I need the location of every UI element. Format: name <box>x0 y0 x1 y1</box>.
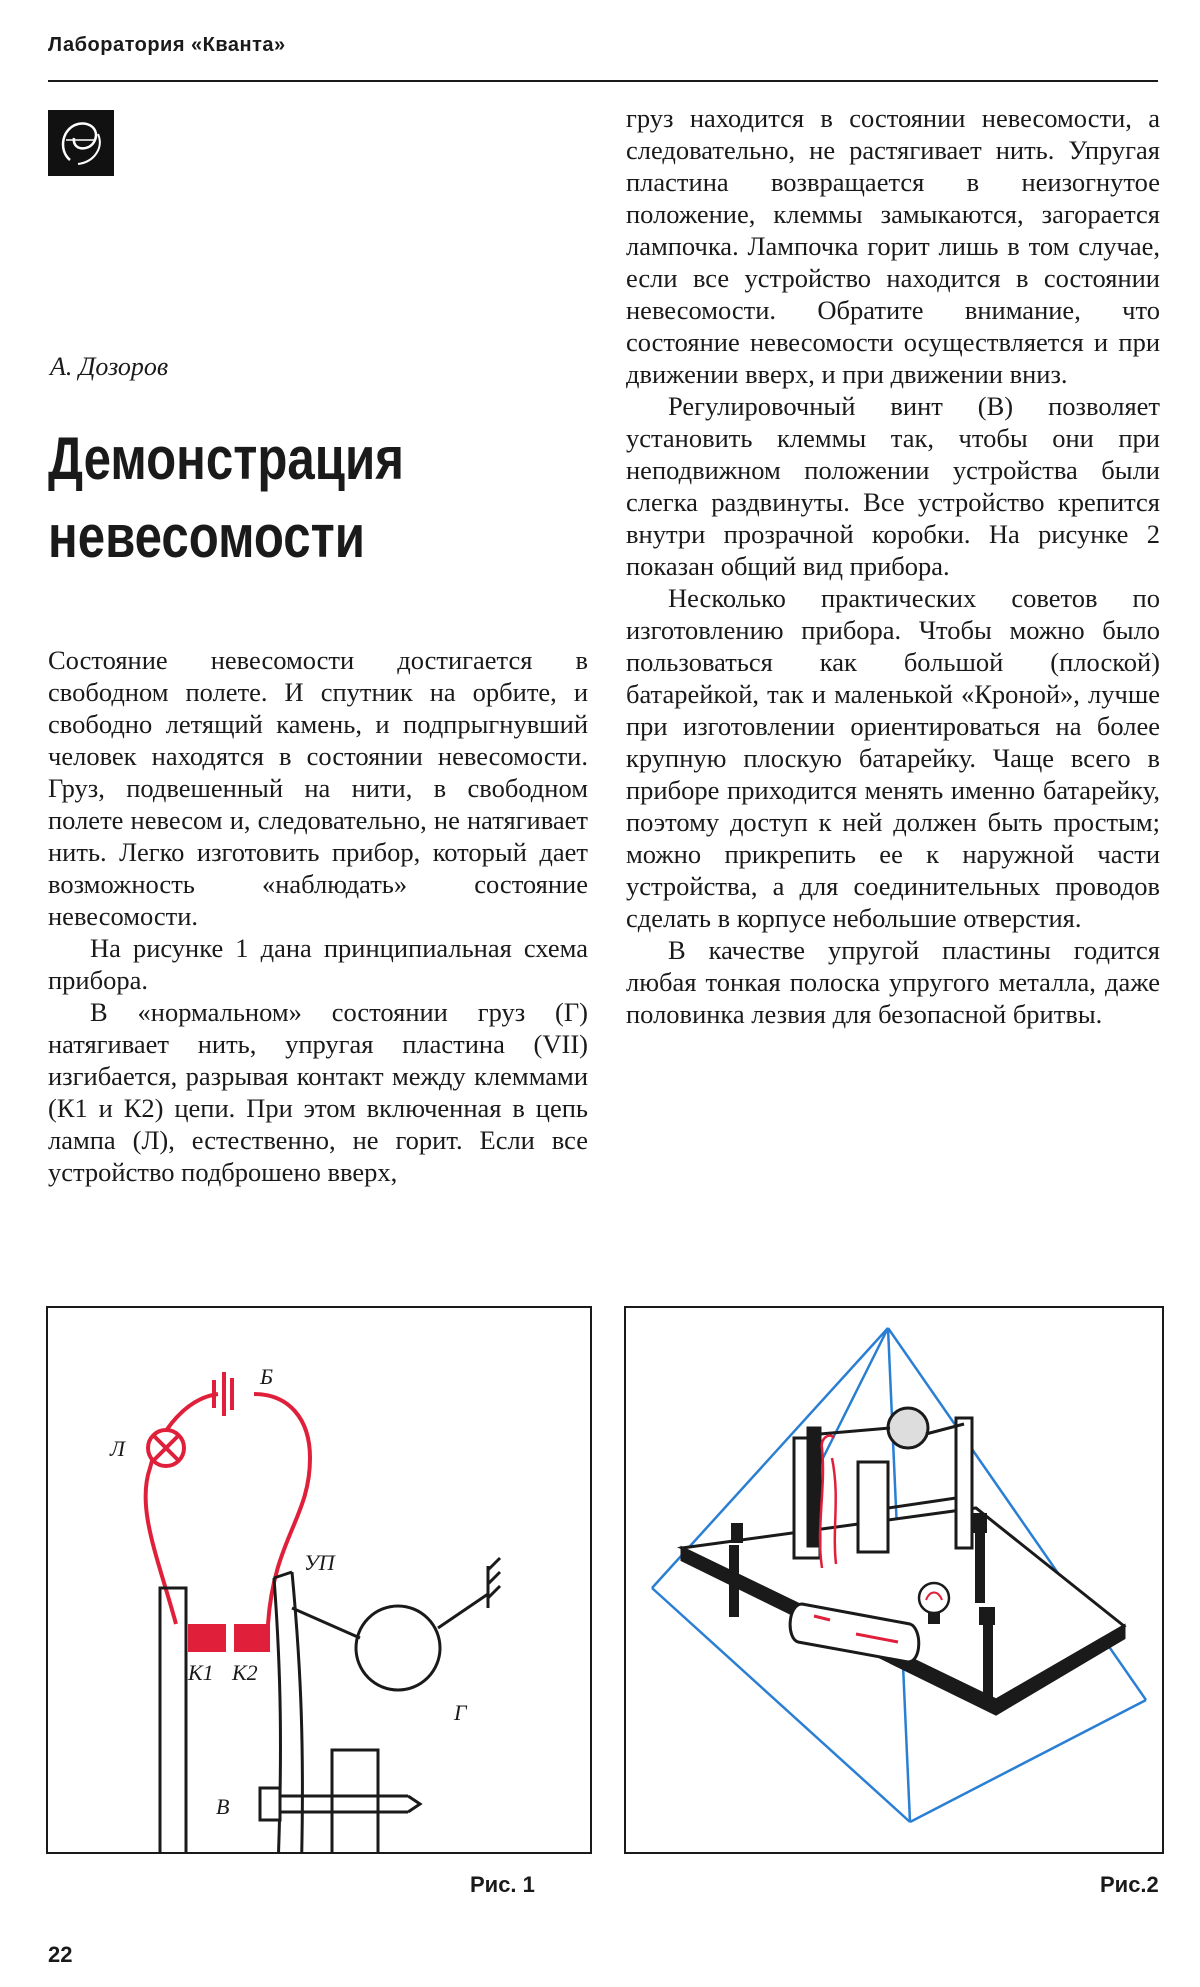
label-screw: В <box>216 1794 230 1819</box>
label-weight: Г <box>454 1700 467 1725</box>
label-clamp-2: К2 <box>232 1660 258 1685</box>
adjusting-screw <box>260 1788 420 1820</box>
label-spring-plate: УП <box>304 1550 335 1575</box>
paragraph: Регулировочный винт (В) позволяет установить клеммы так, чтобы они при неподвижном положении устройства были слегка раздвинуты. Все устройство крепится внутри прозрачной коробки. На рисунке 2 показан общий вид прибора. <box>626 391 1160 581</box>
label-lamp: Л <box>110 1436 125 1461</box>
clamp-k2 <box>234 1624 270 1652</box>
lamp-icon <box>148 1430 184 1466</box>
figure-2-caption: Рис.2 <box>1100 1872 1159 1897</box>
device-frame <box>120 1572 548 1852</box>
label-clamp-1: К1 <box>188 1660 214 1685</box>
right-column <box>626 102 1160 1030</box>
title-line-2: невесомости <box>48 503 366 570</box>
weight-and-thread <box>292 1558 500 1690</box>
figure-1-caption: Рис. 1 <box>470 1872 535 1897</box>
figure-1-schematic <box>46 1306 592 1854</box>
clamp-k1 <box>188 1624 226 1652</box>
paragraph: На рисунке 1 дана принципиальная схема прибора. <box>48 933 588 995</box>
paragraph: Несколько практических советов по изготовлению прибора. Чтобы можно было пользоваться как большой (плоской) батарейкой, так и маленькой «Кроной», лучше при изготовлении ориентироваться на более крупную плоскую батарейку. Чаще всего в приборе приходится менять именно батарейку, поэтому доступ к ней должен быть простым; можно прикрепить ее к наружной части устройства, а для соединительных проводов сделать в корпусе небольшие отверстия. <box>626 583 1160 933</box>
paragraph: груз находится в состоянии невесомости, а следовательно, не растягивает нить. Упругая пластина возвращается в неизогнутое положение, клеммы замыкаются, загорается лампочка. Лампочка горит лишь в том случае, если все устройство находится в состоянии невесомости. Обратите внимание, что состояние невесомости осуществляется и при движении вверх, и при движении вниз. <box>626 103 1160 389</box>
article-title <box>48 420 491 576</box>
page-number: 22 <box>48 1942 73 1967</box>
paragraph: В качестве упругой пластины годится любая тонкая полоска упругого металла, даже половинка лезвия для безопасной бритвы. <box>626 935 1160 1029</box>
figure-2-device-view <box>624 1306 1164 1854</box>
paragraph: Состояние невесомости достигается в свободном полете. И спутник на орбите, и свободно летящий камень, и подпрыгнувший человек находятся в состоянии невесомости. Груз, подвешенный на нити, в свободном полете невесом и, следовательно, не натягивает нить. Легко изготовить прибор, который дает возможность «наблюдать» состояние невесомости. <box>48 645 588 931</box>
article-author: А. Дозоров <box>50 352 169 381</box>
section-logo-icon <box>48 110 114 176</box>
left-column <box>48 644 588 1188</box>
title-line-1: Демонстрация <box>48 425 404 492</box>
running-head: Лаборатория «Кванта» <box>48 34 286 56</box>
label-battery: Б <box>260 1364 273 1389</box>
paragraph: В «нормальном» состоянии груз (Г) натягивает нить, упругая пластина (VII) изгибается, разрывая контакт между клеммами (К1 и К2) цепи. При этом включенная в цепь лампа (Л), естественно, не горит. Если все устройство подброшено вверх, <box>48 997 588 1187</box>
header-rule <box>48 80 1158 82</box>
